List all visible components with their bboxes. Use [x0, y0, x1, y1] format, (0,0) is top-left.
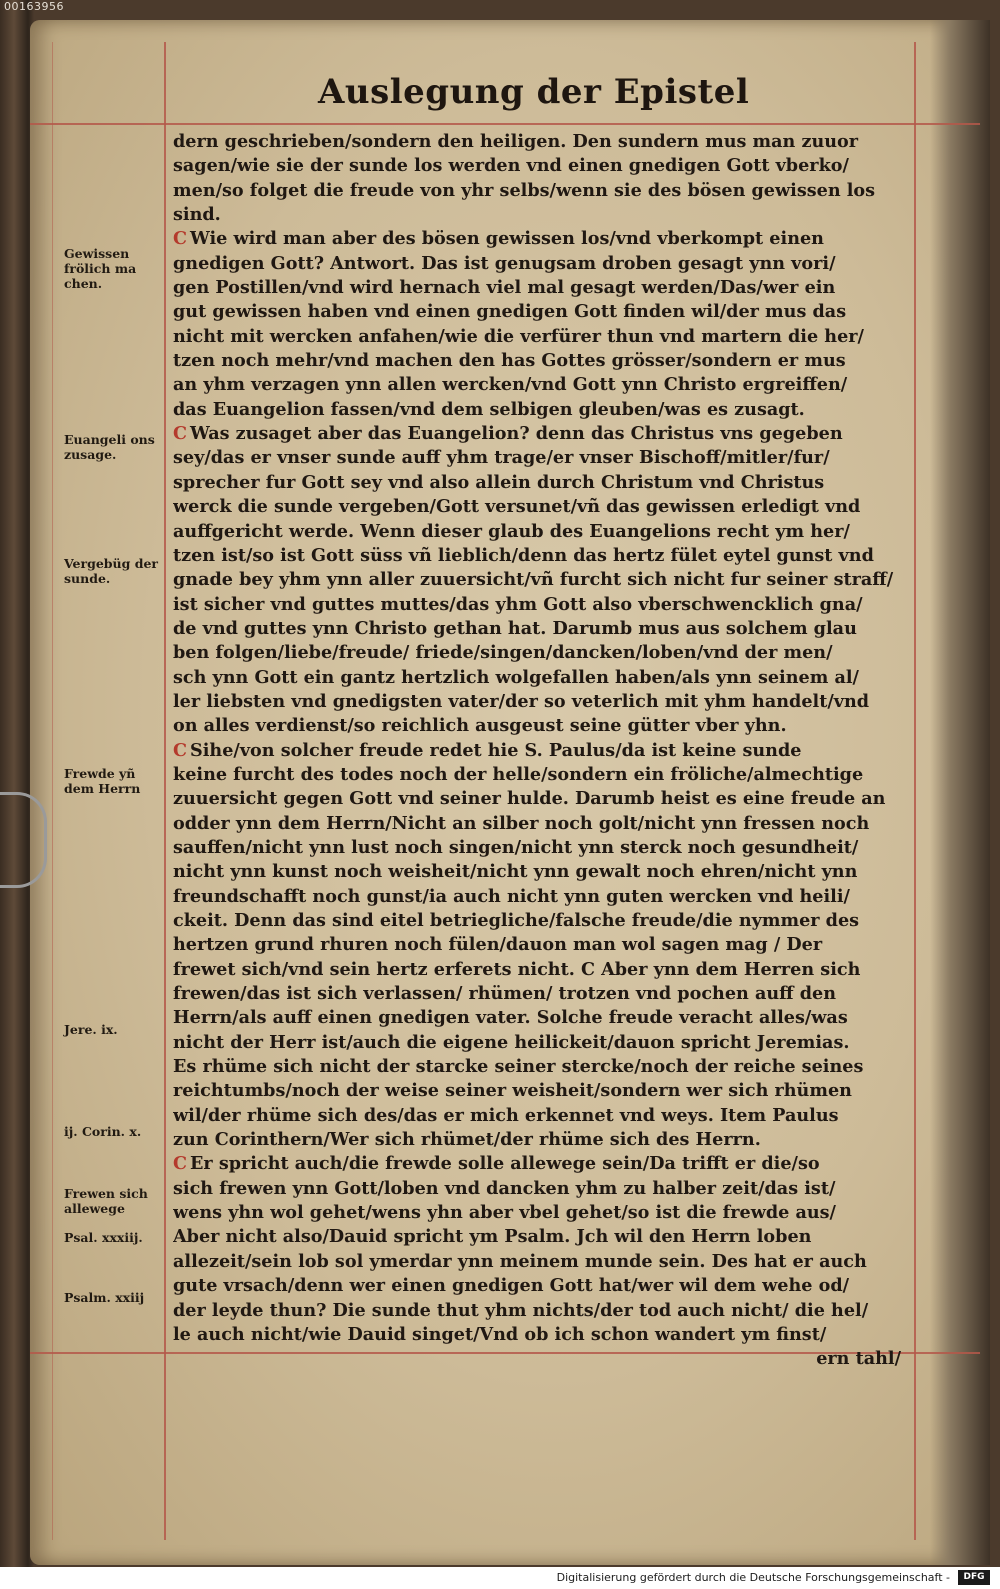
text-line	[173, 130, 913, 154]
text-line-content: hertzen grund rhuren noch fülen/dauon man wol sagen mag / Der	[173, 934, 823, 956]
text-line-content: tzen ist/so ist Gott süss vñ lieblich/denn das hertz fület eytel gunst vnd	[173, 544, 874, 566]
rule-outer-left	[52, 42, 53, 1540]
text-line	[173, 325, 913, 349]
text-line-content: gut gewissen haben vnd einen gnedigen Gott finden wil/der mus das	[173, 301, 847, 323]
text-line	[173, 982, 913, 1006]
pilcrow-mark: C	[173, 1153, 188, 1175]
text-line-content: gute vrsach/denn wer einen gnedigen Gott hat/wer wil dem wehe od/	[173, 1275, 850, 1297]
text-line	[173, 1031, 913, 1055]
pilcrow-mark: C	[173, 423, 188, 445]
text-line-content: ern tahl/	[816, 1348, 901, 1370]
text-line	[173, 933, 913, 957]
text-line-content: ist sicher vnd guttes muttes/das yhm Gott also vberschwencklich gna/	[173, 593, 863, 615]
text-line	[173, 1006, 913, 1030]
text-line-content: sich frewen ynn Gott/loben vnd dancken yhm zu halber zeit/das ist/	[173, 1177, 836, 1199]
text-line-content: wil/der rhüme sich des/das er mich erkennet vnd weys. Item Paulus	[173, 1104, 839, 1126]
text-line	[173, 300, 913, 324]
text-line	[173, 446, 913, 470]
margin-gloss: Vergebüg der sunde.	[64, 556, 158, 586]
text-line	[173, 1323, 913, 1347]
text-line-content: odder ynn dem Herrn/Nicht an silber noch golt/nicht ynn fressen noch	[173, 812, 870, 834]
margin-gloss: Frewen sich allewege	[64, 1186, 148, 1216]
text-line	[173, 373, 913, 397]
text-line	[173, 593, 913, 617]
text-line-content: tzen noch mehr/vnd machen den has Gottes grösser/sondern er mus	[173, 350, 846, 372]
text-line	[173, 544, 913, 568]
text-line-content: sey/das er vnser sunde auff yhm trage/er vnser Bischoff/mitler/fur/	[173, 447, 830, 469]
text-line-content: gnade bey yhm ynn aller zuuersicht/vñ furcht sich nicht fur seiner straff/	[173, 569, 894, 591]
text-line	[173, 179, 913, 203]
margin-gloss: Psal. xxxiij.	[64, 1230, 143, 1245]
text-line-content: sprecher fur Gott sey vnd also allein durch Christum vnd Christus	[173, 471, 825, 493]
paper-clip	[0, 792, 47, 888]
text-line-content: reichtumbs/noch der weise seiner weisheit/sondern wer sich rhümen	[173, 1080, 852, 1102]
text-line-content: ler liebsten vnd gnedigsten vater/der so veterlich mit yhm handelt/vnd	[173, 690, 870, 712]
text-line-content: Es rhüme sich nicht der starcke seiner stercke/noch der reiche seines	[173, 1056, 864, 1078]
text-line-content: dern geschrieben/sondern den heiligen. Den sundern mus man zuuor	[173, 131, 859, 152]
text-line-content: Herrn/als auff einen gnedigen vater. Solche freude veracht alles/was	[173, 1007, 848, 1029]
text-line-content: wens yhn wol gehet/wens yhn aber vbel gehet/so ist die frewde aus/	[173, 1202, 836, 1224]
pilcrow-mark: C	[173, 228, 188, 250]
margin-gloss: Frewde yñ dem Herrn	[64, 766, 141, 796]
text-line	[173, 471, 913, 495]
text-line-content: das Euangelion fassen/vnd dem selbigen gleuben/was es zusagt.	[173, 398, 805, 420]
text-line-content: nicht der Herr ist/auch die eigene heilickeit/dauon spricht Jeremias.	[173, 1031, 850, 1053]
text-line	[173, 666, 913, 690]
text-line	[173, 860, 913, 884]
running-title: Auslegung der Epistel	[318, 72, 750, 112]
text-line-content: Er spricht auch/die frewde solle allewege sein/Da trifft er die/so	[190, 1153, 820, 1175]
text-line-content: ben folgen/liebe/freude/ friede/singen/dancken/loben/vnd der men/	[173, 642, 833, 664]
rule-margin-right	[914, 42, 916, 1540]
text-line-content: an yhm verzagen ynn allen wercken/vnd Gott ynn Christo ergreiffen/	[173, 374, 848, 396]
text-line-content: der leyde thun? Die sunde thut yhm nichts/der tod auch nicht/ die hel/	[173, 1299, 869, 1321]
text-line	[173, 641, 913, 665]
text-line-content: le auch nicht/wie Dauid singet/Vnd ob ich schon wandert ym finst/	[173, 1323, 827, 1345]
page-edge-shadow	[930, 20, 990, 1565]
margin-gloss: ij. Corin. x.	[64, 1124, 142, 1139]
rule-top	[30, 123, 980, 125]
text-line	[173, 203, 913, 227]
body-text	[173, 130, 913, 1372]
text-line	[173, 909, 913, 933]
text-line	[173, 252, 913, 276]
text-line-content: on alles verdienst/so reichlich ausgeust seine gütter vber yhn.	[173, 715, 787, 737]
text-line-content: freundschafft noch gunst/ia auch nicht ynn guten wercken vnd heili/	[173, 885, 850, 907]
text-line	[173, 617, 913, 641]
text-line-content: Wie wird man aber des bösen gewissen los/vnd vberkompt einen	[190, 228, 824, 250]
text-line-content: zuuersicht gegen Gott vnd seiner hulde. Darumb heist es eine freude an	[173, 788, 886, 810]
text-line-content: Sihe/von solcher freude redet hie S. Paulus/da ist keine sunde	[190, 739, 802, 761]
text-line	[173, 227, 913, 251]
funding-notice: Digitalisierung gefördert durch die Deutsche Forschungsgemeinschaft -	[556, 1571, 950, 1584]
text-line	[173, 1104, 913, 1128]
text-line-content: nicht ynn kunst noch weisheit/nicht ynn gewalt noch ehren/nicht ynn	[173, 861, 858, 883]
text-line-content: allezeit/sein lob sol ymerdar ynn meinem munde sein. Des hat er auch	[173, 1250, 867, 1272]
text-line-content: frewen/das ist sich verlassen/ rhümen/ trotzen vnd pochen auff den	[173, 983, 836, 1005]
text-line-content: Aber nicht also/Dauid spricht ym Psalm. Jch wil den Herrn loben	[173, 1226, 812, 1248]
text-line	[173, 1079, 913, 1103]
text-line	[173, 958, 913, 982]
margin-gloss: Euangeli ons zusage.	[64, 432, 155, 462]
text-line-content: nicht mit wercken anfahen/wie die verfürer thun vnd martern die her/	[173, 325, 864, 347]
text-line	[173, 714, 913, 738]
text-line-content: men/so folget die freude von yhr selbs/wenn sie des bösen gewissen los	[173, 179, 876, 201]
text-line-content: Was zusaget aber das Euangelion? denn das Christus vns gegeben	[190, 423, 843, 445]
text-line	[173, 1201, 913, 1225]
text-line-content: frewet sich/vnd sein hertz erferets nicht. C Aber ynn dem Herren sich	[173, 958, 861, 980]
text-line	[173, 885, 913, 909]
text-line-content: gen Postillen/vnd wird hernach viel mal gesagt werden/Das/wer ein	[173, 277, 836, 299]
text-line-content: gnedigen Gott? Antwort. Das ist genugsam droben gesagt ynn vori/	[173, 252, 836, 274]
text-line	[173, 1152, 913, 1176]
text-line-content: keine furcht des todes noch der helle/sondern ein fröliche/almechtige	[173, 763, 864, 785]
margin-gloss: Psalm. xxiij	[64, 1290, 145, 1305]
text-line	[173, 690, 913, 714]
text-line	[173, 1055, 913, 1079]
text-line-content: auffgericht werde. Wenn dieser glaub des Euangelions recht ym her/	[173, 520, 850, 542]
text-line-content: ckeit. Denn das sind eitel betriegliche/falsche freude/die nymmer des	[173, 910, 860, 931]
text-line	[173, 1250, 913, 1274]
text-line	[173, 422, 913, 446]
text-line	[173, 812, 913, 836]
text-line	[173, 739, 913, 763]
text-line	[173, 568, 913, 592]
text-line	[173, 1299, 913, 1323]
margin-gloss: Gewissen frölich ma chen.	[64, 246, 137, 291]
text-line	[173, 1274, 913, 1298]
text-line	[173, 763, 913, 787]
text-line	[173, 1347, 913, 1371]
margin-gloss: Jere. ix.	[64, 1022, 118, 1037]
footer-bar	[0, 1567, 1000, 1589]
text-line-content: sagen/wie sie der sunde los werden vnd einen gnedigen Gott vberko/	[173, 155, 849, 177]
pilcrow-mark: C	[173, 739, 188, 761]
scan-id: 00163956	[4, 0, 64, 13]
text-line-content: zun Corinthern/Wer sich rhümet/der rhüme sich des Herrn.	[173, 1129, 761, 1151]
text-line	[173, 836, 913, 860]
text-line	[173, 1177, 913, 1201]
text-line	[173, 787, 913, 811]
text-line-content: sauffen/nicht ynn lust noch singen/nicht ynn sterck noch gesundheit/	[173, 836, 859, 858]
dfg-logo: DFG	[958, 1570, 990, 1585]
text-line	[173, 276, 913, 300]
text-line-content: werck die sunde vergeben/Gott versunet/vñ das gewissen erledigt vnd	[173, 496, 861, 518]
text-line	[173, 1128, 913, 1152]
text-line	[173, 154, 913, 178]
text-line	[173, 349, 913, 373]
text-line-content: de vnd guttes ynn Christo gethan hat. Darumb mus aus solchem glau	[173, 617, 857, 639]
text-line-content: sch ynn Gott ein gantz hertzlich wolgefallen haben/als ynn seinem al/	[173, 666, 859, 688]
text-line	[173, 398, 913, 422]
rule-margin-left	[164, 42, 166, 1540]
text-line	[173, 520, 913, 544]
text-line	[173, 495, 913, 519]
text-line-content: sind.	[173, 204, 221, 226]
text-line	[173, 1225, 913, 1249]
